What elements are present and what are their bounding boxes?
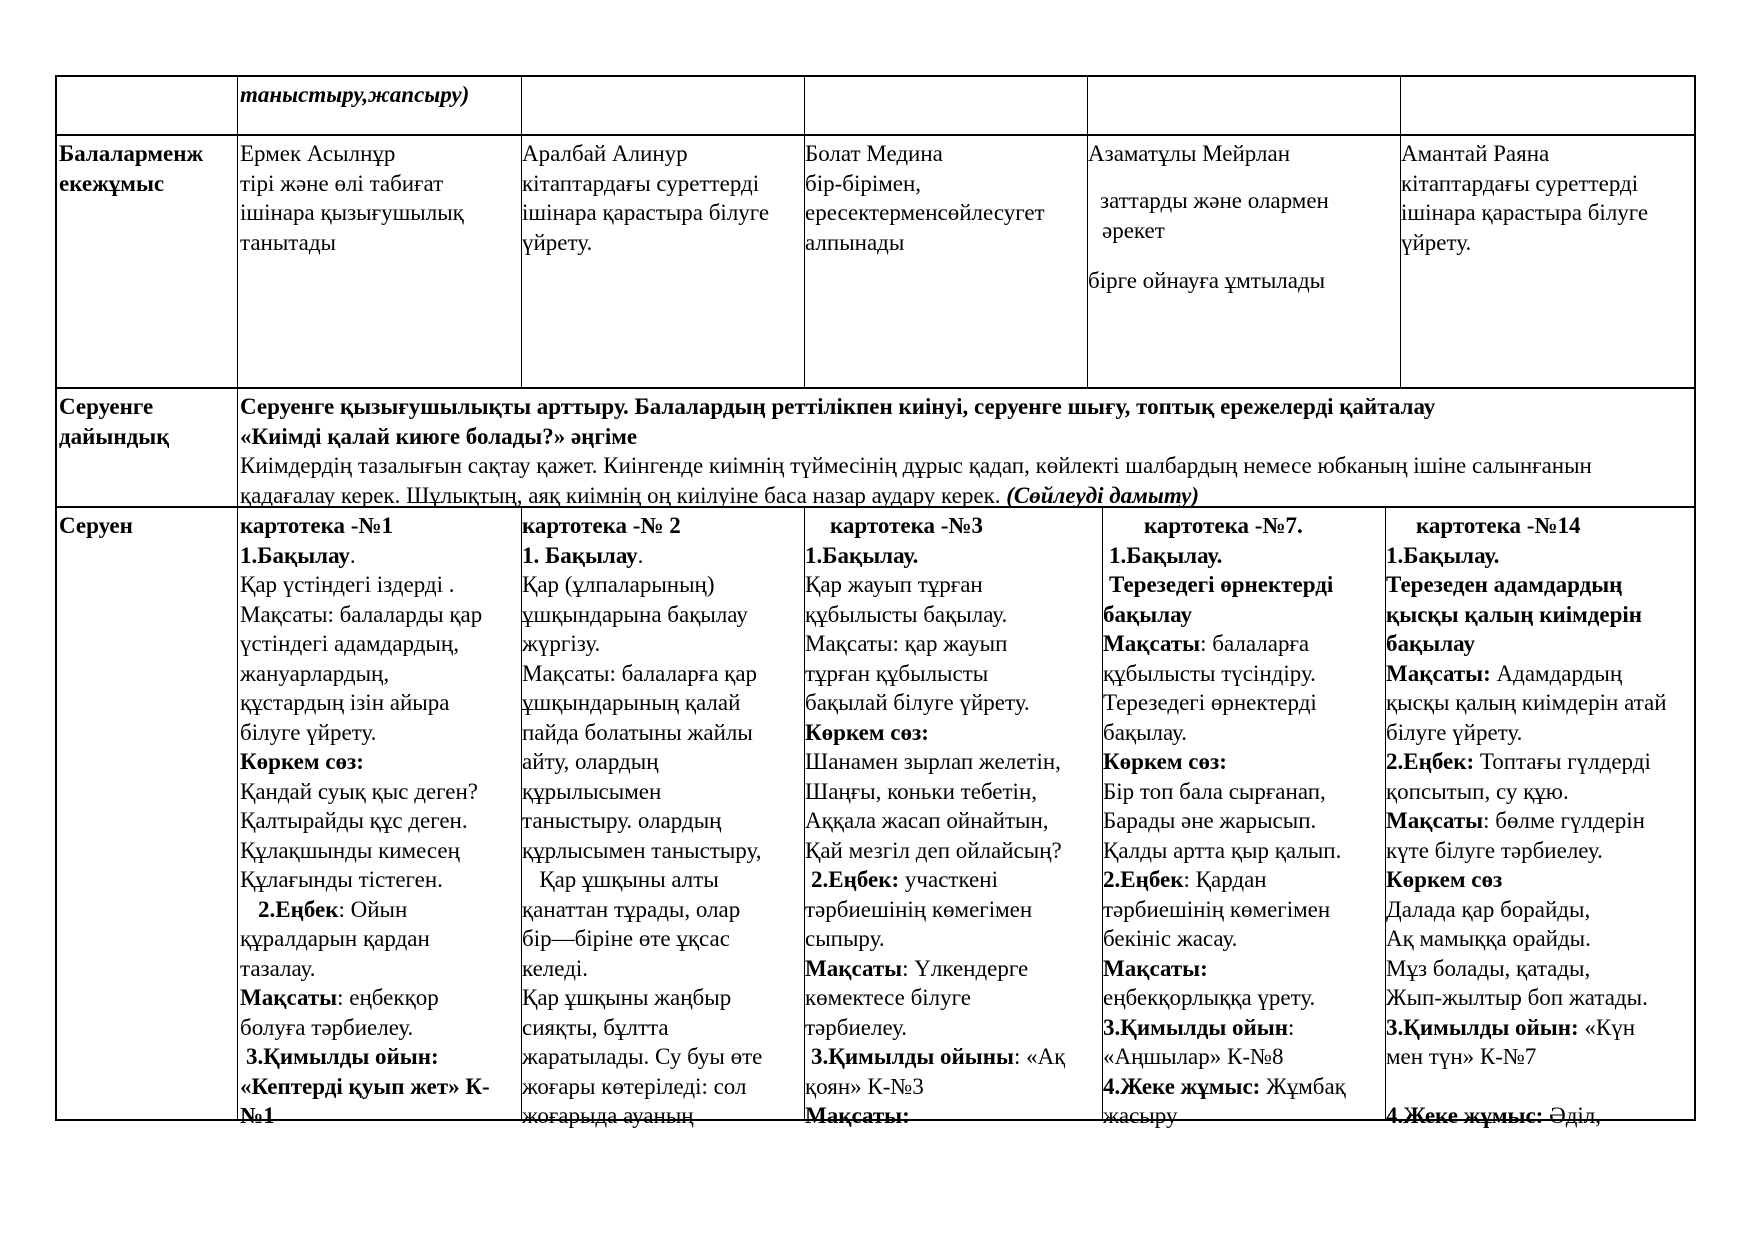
intro-cell (240, 80, 469, 110)
section-heading: Мақсаты: (805, 1103, 910, 1128)
cell-line: ішінара қарастыра білуге (522, 200, 770, 225)
cell-text: : «Ақ (1013, 1044, 1066, 1069)
cell-line: болуға тәрбиелеу. (240, 1014, 414, 1040)
intro-text: таныстыру,жапсыру) (240, 82, 470, 107)
section-heading: бақылау (1386, 631, 1475, 656)
cell-line: Мақсаты: қар жауып (805, 631, 1008, 656)
cell-text: Адамдардың (1490, 660, 1623, 686)
cell-line: жоғары көтеріледі: сол (522, 1073, 747, 1099)
section-heading: 3.Қимылды ойыны (811, 1044, 1014, 1069)
child-name: Аралбай Алинур (522, 141, 688, 166)
cell-line: Қар ұшқыны алты (522, 867, 719, 892)
row-label-individual (59, 139, 203, 198)
section-heading: 4.Жеке жұмыс: (1103, 1073, 1261, 1099)
prep-topic: «Киімді қалай киюге болады?» әңгіме (240, 423, 638, 449)
cell-text: участкені (899, 867, 998, 892)
game-name: қоян» К-№3 (805, 1073, 924, 1099)
section-heading: Мақсаты (805, 955, 903, 981)
cell-line: айту, олардың (522, 749, 659, 774)
column-divider (1087, 75, 1088, 388)
cell-line: Терезедегі өрнектерді (1103, 690, 1317, 715)
individual-cell-5 (1401, 139, 1648, 257)
individual-cell-3 (805, 139, 1045, 257)
cell-line: тәрбиешінің көмегімен (1103, 896, 1331, 922)
poem-line: Жып-жылтыр боп жатады. (1386, 985, 1648, 1010)
game-name: №1 (240, 1103, 275, 1128)
cell-line: жүргізу. (522, 631, 601, 656)
cell-line: Қар ұшқыны жаңбыр (522, 985, 732, 1010)
cell-line: құрылысымен (522, 778, 662, 804)
cell-line: таныстыру. олардың (522, 808, 722, 833)
child-name: Азаматұлы Мейрлан (1088, 141, 1291, 166)
cell-line: Мақсаты: балаларды қар (240, 601, 483, 627)
cell-line: бекініс жасау. (1103, 926, 1238, 951)
cell-line: ішінара қызығушылық (240, 200, 464, 225)
card-title: картотека -№14 (1416, 513, 1581, 538)
section-heading: Терезедегі өрнектерді (1109, 572, 1334, 597)
cell-line: алпынады (805, 229, 905, 255)
cell-line: құстардың ізін айыра (240, 690, 450, 715)
row-divider (55, 134, 1696, 136)
cell-line: білуге үйрету. (240, 719, 377, 745)
cell-line: құралдарын қардан (240, 926, 430, 951)
cell-line: ұшқындарына бақылау (522, 601, 748, 627)
cell-text: : балаларға (1200, 631, 1310, 656)
section-heading: 2.Еңбек: (1386, 749, 1475, 774)
cell-line: қопсытып, су құю. (1386, 778, 1569, 804)
section-heading: Терезеден адамдардың (1386, 572, 1623, 597)
walk-cell-3 (805, 511, 1065, 1131)
cell-line: еңбекқорлыққа үрету. (1103, 985, 1316, 1010)
section-heading: 1.Бақылау. (1386, 542, 1500, 568)
column-divider (237, 75, 238, 1121)
card-title: картотека -№3 (830, 513, 984, 538)
section-heading: 3.Қимылды ойын: (1386, 1014, 1579, 1040)
section-heading: Мақсаты (240, 985, 338, 1010)
child-name: Ермек Асылнұр (240, 141, 396, 166)
walk-cell-2 (522, 511, 762, 1131)
cell-line: тәрбиешінің көмегімен (805, 896, 1033, 922)
label-line: Серуен (59, 513, 133, 538)
poem-line: Далада қар борайды, (1386, 896, 1591, 922)
section-heading: 1.Бақылау. (1109, 542, 1223, 568)
prep-text: қадағалау керек. Шұлықтың, аяқ киімнің оң киілуіне баса назар аудару керек. (240, 482, 1007, 508)
cell-line: бірге ойнауға ұмтылады (1088, 268, 1326, 293)
row-label-walk (59, 511, 133, 541)
child-name: Амантай Раяна (1401, 141, 1550, 166)
poem-line: Құлақшынды кимесең (240, 837, 460, 863)
cell-line: құрлысымен таныстыру, (522, 837, 762, 863)
label-line: екежұмыс (59, 170, 165, 196)
walk-cell-1 (240, 511, 490, 1131)
section-heading: 2.Еңбек (1103, 867, 1184, 892)
section-heading: 1. Бақылау (522, 542, 638, 568)
cell-line: көмектесе білуге (805, 985, 971, 1010)
section-heading: 2.Еңбек (258, 896, 339, 922)
section-heading: Мақсаты: (1103, 955, 1208, 981)
cell-text: Жұмбақ (1260, 1073, 1346, 1099)
poem-line: Барады әне жарысып. (1103, 808, 1317, 833)
poem-line: Қандай суық қыс деген? (240, 778, 478, 804)
section-heading: 1.Бақылау. (805, 542, 919, 568)
poem-line: Шаңғы, коньки тебетін, (805, 778, 1038, 804)
poem-line: Құлағынды тістеген. (240, 867, 443, 892)
cell-line: кітаптардағы суреттерді (1401, 170, 1639, 196)
section-heading: бақылау (1103, 601, 1192, 627)
label-line: дайындық (59, 423, 170, 449)
section-heading: 3.Қимылды ойын: (246, 1044, 439, 1069)
cell-line: ұшқындарының қалай (522, 690, 741, 715)
individual-cell-4-tail (1088, 266, 1325, 296)
cell-line: әрекет (1102, 217, 1165, 243)
poem-line: Қалды артта қыр қалып. (1103, 837, 1342, 863)
poem-line: Мұз болады, қатады, (1386, 955, 1591, 981)
cell-text: : еңбекқор (337, 985, 439, 1010)
cell-line: ішінара қарастыра білуге (1401, 200, 1649, 225)
card-title: картотека -№1 (240, 513, 394, 538)
cell-line: сияқты, бұлтта (522, 1014, 669, 1040)
poem-line: Қай мезгіл деп ойлайсың? (805, 837, 1062, 863)
row-label-prep (59, 392, 169, 451)
section-heading: 3.Қимылды ойын (1103, 1014, 1289, 1040)
walk-cell-4 (1103, 511, 1346, 1131)
cell-line: тұрған құбылысты (805, 660, 989, 686)
card-title: картотека -№7. (1144, 513, 1303, 538)
poem-line: Аққала жасап ойнайтын, (805, 808, 1049, 833)
prep-text-last (240, 481, 1694, 511)
cell-text: : Ойын (338, 896, 408, 922)
cell-text: «Күн (1578, 1014, 1636, 1040)
cell-line: пайда болатыны жайлы (522, 719, 753, 745)
cell-line: жасыру (1103, 1103, 1178, 1128)
cell-line: келеді. (522, 955, 589, 981)
cell-line: үйрету. (522, 229, 593, 255)
cell-line: Қар үстіндегі іздерді . (240, 572, 455, 597)
cell-line: тірі және өлі табиғат (240, 170, 444, 196)
cell-line: жаратылады. Су буы өте (522, 1044, 763, 1069)
section-heading: қысқы қалың киімдерін (1386, 601, 1643, 627)
label-line: Балаларменж (59, 141, 204, 166)
cell-line: бақылау. (1103, 719, 1188, 745)
cell-line: қысқы қалың киімдерін атай (1386, 690, 1667, 715)
cell-line: Мақсаты: балаларға қар (522, 660, 758, 686)
cell-line: жоғарыда ауаның (522, 1103, 694, 1128)
individual-cell-4-text (1100, 186, 1329, 245)
cell-line: ересектерменсөйлесугет (805, 200, 1045, 225)
individual-cell-2 (522, 139, 769, 257)
cell-line: қанаттан тұрады, олар (522, 896, 741, 922)
game-name: «Аңшылар» К-№8 (1103, 1044, 1284, 1069)
section-heading: Мақсаты (1386, 808, 1484, 833)
section-heading: Көркем сөз: (1103, 749, 1227, 774)
cell-line: танытады (240, 229, 336, 255)
section-heading: Көркем сөз (1386, 867, 1503, 892)
cell-line: білуге үйрету. (1386, 719, 1523, 745)
game-name: «Кептерді қуып жет» К- (240, 1073, 490, 1099)
cell-line: бақылай білуге үйрету. (805, 690, 1030, 715)
cell-text: : Қардан (1183, 867, 1267, 892)
cell-line: үйрету. (1401, 229, 1472, 255)
prep-heading: Серуенге қызығушылықты арттыру. Балалардың реттілікпен киінуі, серуенге шығу, топтық ережелерді қайталау (240, 394, 1436, 419)
cell-line: бір-бірімен, (805, 170, 922, 196)
walk-cell-5 (1386, 511, 1694, 1131)
child-name: Болат Медина (805, 141, 943, 166)
section-heading: 1.Бақылау (240, 542, 350, 568)
cell-line: тәрбиелеу. (805, 1014, 908, 1040)
cell-line: бір—біріне өте ұқсас (522, 926, 730, 951)
section-heading: Көркем сөз: (805, 719, 929, 745)
cell-text: Әділ, (1543, 1103, 1602, 1128)
cell-line: үстіндегі адамдардың, (240, 631, 459, 656)
cell-text: . (637, 542, 644, 568)
poem-line: Қалтырайды құс деген. (240, 808, 468, 833)
cell-line: Қар (ұлпаларының) (522, 572, 715, 597)
cell-line: кітаптардағы суреттерді (522, 170, 760, 196)
prep-note: (Сөйлеуді дамыту) (1006, 482, 1200, 508)
prep-cell (240, 392, 1694, 510)
poem-line: Шанамен зырлап желетін, (805, 749, 1061, 774)
prep-text: Киімдердің тазалығын сақтау қажет. Киінгенде киімнің түймесінің дұрыс қадап, көйлекті шалбардың немесе юбканың ішіне салынғанын (240, 453, 1592, 478)
individual-cell-4 (1088, 139, 1290, 169)
section-heading: 2.Еңбек: (811, 867, 900, 892)
spacer (1386, 1072, 1694, 1102)
cell-line: құбылысты бақылау. (805, 601, 1008, 627)
section-heading: 4.Жеке жұмыс: (1386, 1103, 1544, 1128)
cell-text: : Үлкендерге (902, 955, 1029, 981)
card-title: картотека -№ 2 (522, 513, 681, 538)
cell-text: : бөлме гүлдерін (1483, 808, 1645, 833)
cell-line: сыпыру. (805, 926, 885, 951)
game-name: мен түн» К-№7 (1386, 1044, 1537, 1069)
cell-line: заттарды және олармен (1100, 188, 1329, 213)
cell-line: күте білуге тәрбиелеу. (1386, 837, 1603, 863)
label-line: Серуенге (59, 394, 154, 419)
cell-line: жануарлардың, (240, 660, 390, 686)
cell-text: . (349, 542, 356, 568)
individual-cell-1 (240, 139, 464, 257)
cell-line: Қар жауып тұрған (805, 572, 983, 597)
poem-line: Бір топ бала сырғанап, (1103, 778, 1326, 804)
cell-line: тазалау. (240, 955, 316, 981)
cell-text: : (1288, 1014, 1295, 1040)
cell-text: Топтағы гүлдерді (1474, 749, 1651, 774)
section-heading: Мақсаты: (1386, 660, 1491, 686)
row-divider (55, 387, 1696, 389)
section-heading: Мақсаты (1103, 631, 1201, 656)
cell-line: құбылысты түсіндіру. (1103, 660, 1316, 686)
poem-line: Ақ мамыққа орайды. (1386, 926, 1591, 951)
section-heading: Көркем сөз: (240, 749, 364, 774)
